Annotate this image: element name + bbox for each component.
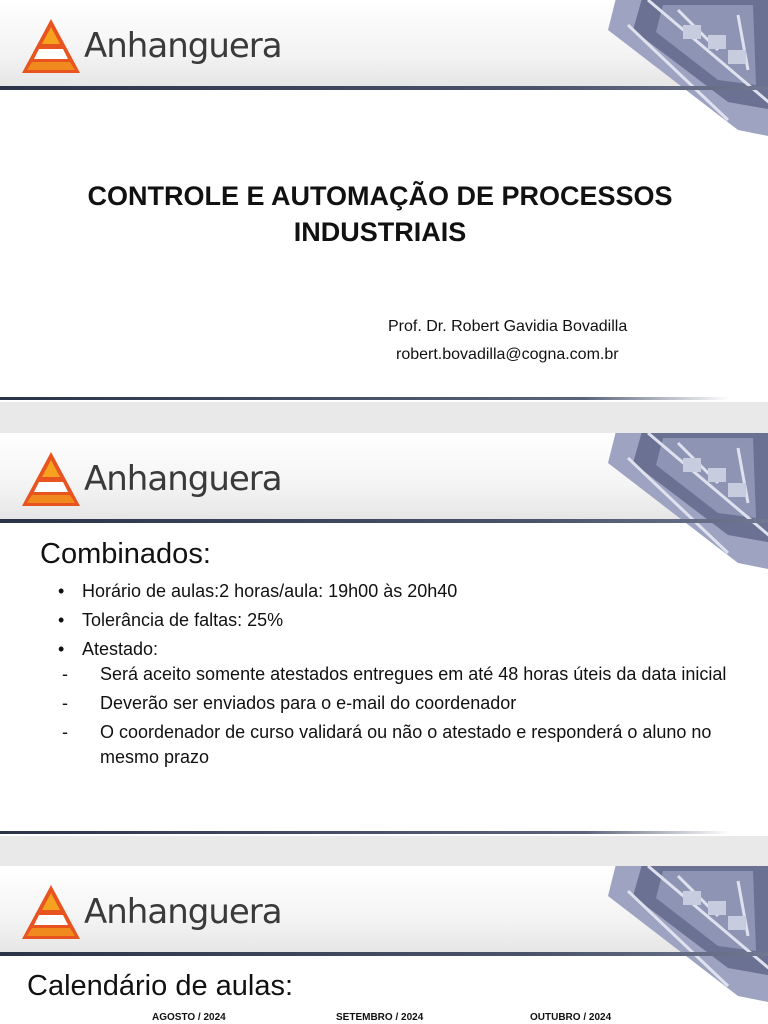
list-item: • Horário de aulas:2 horas/aula: 19h00 às 20h40 — [58, 581, 458, 601]
brand-name: Anhanguera — [84, 892, 282, 932]
brand-logo — [20, 449, 282, 509]
title-line-1: CONTROLE E AUTOMAÇÃO DE PROCESSOS — [87, 181, 673, 211]
anhanguera-triangle-icon — [20, 883, 82, 941]
calendar-month-headers — [0, 1012, 768, 1024]
slide-calendario — [0, 866, 768, 1024]
professor-name: Prof. Dr. Robert Gavidia Bovadilla — [388, 318, 628, 335]
presentation-title — [40, 178, 720, 250]
professor-email: robert.bovadilla@cogna.com.br — [396, 346, 619, 363]
slide-combinados — [0, 433, 768, 836]
circuit-chip-illustration — [588, 866, 768, 1006]
anhanguera-triangle-icon — [20, 450, 82, 508]
header-divider — [0, 86, 768, 90]
brand-logo — [20, 882, 282, 942]
sub-list-item: - Será aceito somente atestados entregues em até 48 horas úteis da data inicial — [62, 664, 727, 684]
sub-list-item: - O coordenador de curso validará ou não o atestado e responderá o aluno no mesmo prazo — [62, 722, 712, 767]
slide-heading: Calendário de aulas: — [27, 970, 294, 1002]
footer-divider — [0, 397, 730, 400]
brand-name: Anhanguera — [84, 26, 282, 66]
list-item: • Tolerância de faltas: 25% — [58, 610, 284, 630]
slide-heading: Combinados: — [40, 538, 211, 570]
title-line-2: INDUSTRIAIS — [293, 217, 467, 247]
month-label: AGOSTO / 2024 — [152, 1012, 226, 1023]
footer-divider — [0, 831, 730, 834]
brand-name: Anhanguera — [84, 459, 282, 499]
header-divider — [0, 519, 768, 523]
sub-list — [62, 662, 728, 770]
brand-logo — [20, 16, 282, 76]
bullet-list — [58, 579, 728, 774]
sub-list-item: - Deverão ser enviados para o e-mail do coordenador — [62, 693, 517, 713]
month-label: OUTUBRO / 2024 — [530, 1012, 612, 1023]
circuit-chip-illustration — [588, 433, 768, 573]
anhanguera-triangle-icon — [20, 17, 82, 75]
circuit-chip-illustration — [588, 0, 768, 140]
slide-title — [0, 0, 768, 402]
header-divider — [0, 952, 768, 956]
list-item: • Atestado: - Será aceito somente atestados entregues em até 48 horas úteis da data inicial - Deverão ser enviados para o e-mail do coordenador - O coordenador de curso validará ou não o atestado e responderá o aluno no mesmo prazo — [58, 637, 728, 770]
month-label: SETEMBRO / 2024 — [336, 1012, 424, 1023]
